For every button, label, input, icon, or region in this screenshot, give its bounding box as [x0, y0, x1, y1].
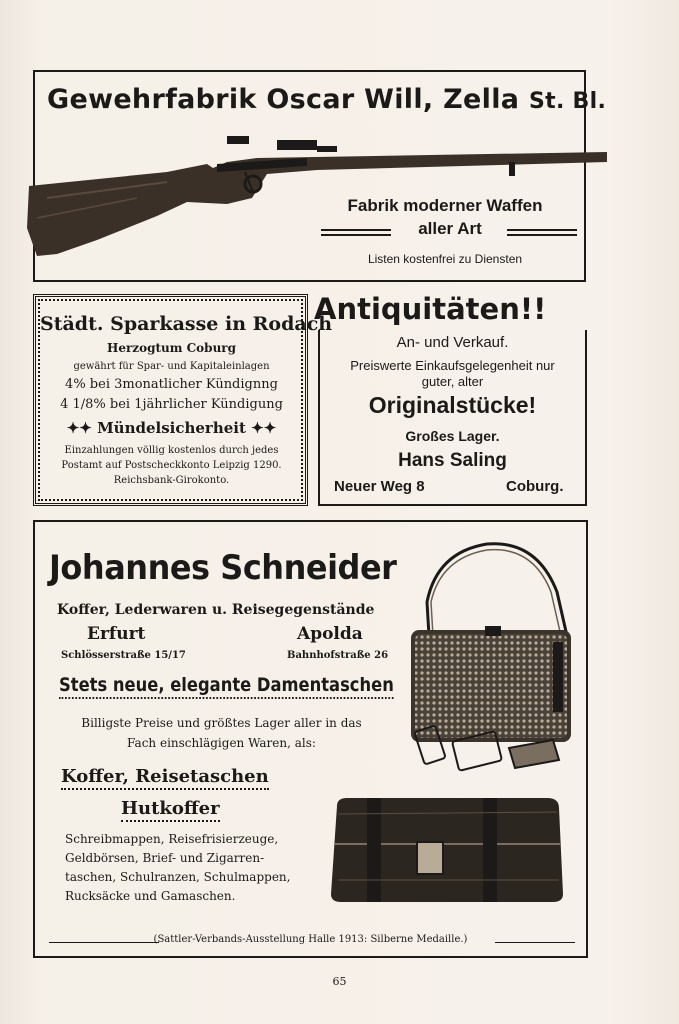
bank-ornament-left: ✦✦ — [66, 419, 98, 437]
antiques-line-2: Preiswerte Einkaufsgelegenheit nur — [350, 358, 555, 373]
ad-rifle-factory — [33, 70, 607, 282]
bank-line-7: Reichsbank-Girokonto. — [113, 475, 230, 486]
schneider-text-1: Billigste Preise und größtes Lager aller in das — [81, 716, 362, 730]
rifle-line-1: Fabrik moderner Waffen — [347, 196, 543, 215]
bank-line-5: Einzahlungen völlig kostenlos durch jedes — [64, 445, 279, 456]
schneider-cat-1 — [61, 766, 269, 790]
rifle-illustration — [17, 128, 607, 258]
schneider-list-1: Schreibmappen, Reisefrisierzeuge, — [65, 832, 279, 846]
schneider-text-2: Fach einschlägigen Waren, als: — [127, 736, 316, 750]
antiques-line-5: Großes Lager. — [405, 428, 500, 444]
ad-schneider — [33, 520, 588, 958]
schneider-city-1: Erfurt — [87, 624, 146, 644]
rifle-line-2: aller Art — [418, 219, 482, 238]
schneider-headline-text: Stets neue, elegante Damentaschen — [59, 674, 394, 699]
antiques-line-6: Hans Saling — [398, 450, 507, 471]
bank-line-2: 4% bei 3monatlicher Kündignng — [65, 377, 278, 392]
bank-line-1: gewährt für Spar- und Kapitaleinlagen — [73, 361, 270, 372]
schneider-cat-2-text: Hutkoffer — [121, 798, 220, 822]
bank-title: Städt. Sparkasse in Rodach — [40, 313, 333, 335]
schneider-footer-rule-right — [495, 942, 575, 943]
schneider-cat-2 — [121, 798, 220, 822]
ad-rifle-title — [47, 84, 606, 115]
page-number: 65 — [332, 975, 347, 988]
rifle-line-3: Listen kostenfrei zu Diensten — [367, 252, 523, 266]
antiques-line-1: An- und Verkauf. — [396, 334, 509, 351]
bank-line-4-text: Mündelsicherheit — [97, 419, 246, 437]
schneider-list-4: Rucksäcke und Gamaschen. — [65, 889, 236, 903]
antiques-title: Antiquitäten!! — [314, 292, 547, 326]
schneider-addr-1: Schlösserstraße 15/17 — [61, 650, 186, 661]
trunk-illustration — [327, 790, 567, 910]
schneider-subtitle: Koffer, Lederwaren u. Reisegegenstände — [57, 602, 375, 618]
schneider-headline — [59, 674, 394, 699]
bank-subtitle: Herzogtum Coburg — [106, 341, 237, 355]
schneider-list-2: Geldbörsen, Brief- und Zigarren- — [65, 851, 265, 865]
bank-line-4 — [40, 419, 303, 437]
accessories-illustration — [413, 722, 563, 772]
antiques-line-3: guter, alter — [421, 374, 484, 389]
schneider-footer: (Sattler-Verbands-Ausstellung Halle 1913: Silberne Medaille.) — [153, 934, 468, 945]
schneider-list-3: taschen, Schulranzen, Schulmappen, — [65, 870, 291, 884]
antiques-street: Neuer Weg 8 — [334, 478, 425, 495]
ad-savings-bank — [33, 294, 333, 506]
schneider-city-2: Apolda — [297, 624, 363, 644]
bank-ornament-right: ✦✦ — [251, 419, 277, 437]
rifle-title-suffix: St. Bl. — [528, 89, 607, 114]
rifle-rule-right — [507, 229, 577, 231]
schneider-cat-1-text: Koffer, Reisetaschen — [61, 766, 269, 790]
schneider-addr-2: Bahnhofstraße 26 — [287, 650, 389, 661]
antiques-line-4: Originalstücke! — [368, 392, 537, 418]
bank-line-6: Postamt auf Postscheckkonto Leipzig 1290. — [61, 460, 282, 471]
antiques-city: Coburg. — [506, 478, 564, 495]
rifle-rule-left-2 — [321, 234, 391, 236]
bank-line-3: 4 1/8% bei 1jährlicher Kündigung — [60, 397, 283, 412]
rifle-rule-left — [321, 229, 391, 231]
rifle-rule-right-2 — [507, 234, 577, 236]
schneider-title: Johannes Schneider — [49, 548, 397, 588]
rifle-title-text: Gewehrfabrik Oscar Will, Zella — [47, 84, 520, 115]
